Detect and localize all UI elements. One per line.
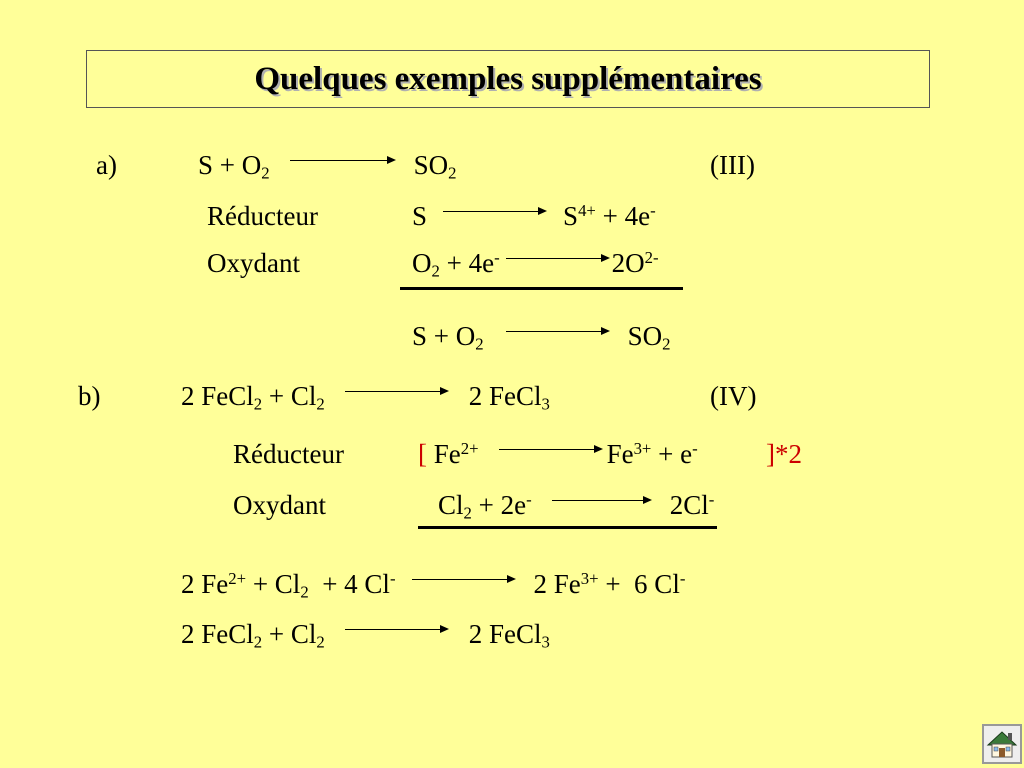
multiplier-bracket: ]*2 — [766, 439, 802, 469]
sum-line-b — [418, 526, 717, 529]
equation-number-a: (III) — [710, 150, 755, 180]
equation-b: 2 FeCl$_2$ + $Cl_2$ 2 FeCl$_3$ — [181, 381, 550, 414]
label-a: a) — [96, 150, 117, 180]
half-equation-oxidation-a: $O_2 + 4e^-$ $2O^{2-}$ — [412, 247, 659, 281]
half-equation-reduction-b: [ $Fe^{2+}$ $Fe^{3+} + e^-$ — [418, 438, 698, 469]
half-equation-reduction-a: S $S^{4+} + 4e^-$ — [412, 200, 656, 231]
arrow-icon — [290, 156, 396, 166]
title-box — [86, 50, 930, 108]
sum-equation-a: $S + O_2$ $SO_2$ — [412, 321, 671, 354]
label-b: b) — [78, 381, 101, 411]
reducteur-label-b: Réducteur — [233, 439, 344, 469]
arrow-icon — [345, 625, 449, 635]
half-equation-oxidation-b: $Cl_2 + 2e^-$ 2Cl- — [438, 489, 715, 523]
oxydant-label-a: Oxydant — [207, 248, 300, 278]
arrow-icon — [412, 575, 516, 585]
arrow-icon — [443, 207, 547, 217]
home-button[interactable] — [982, 724, 1022, 764]
sum-line-a — [400, 287, 683, 290]
equation-number-b: (IV) — [710, 381, 757, 411]
slide-title: Quelques exemples supplémentaires — [254, 60, 762, 97]
arrow-icon — [506, 254, 610, 264]
sum-equation-b-molecular: 2 FeCl$_2$ + $Cl_2$ 2 FeCl$_3$ — [181, 619, 550, 652]
arrow-icon — [499, 445, 603, 455]
reducteur-label-a: Réducteur — [207, 201, 318, 231]
arrow-icon — [552, 496, 652, 506]
oxydant-label-b: Oxydant — [233, 490, 326, 520]
equation-a: $S + O_2$ $SO_2$ — [198, 150, 457, 183]
home-icon — [984, 726, 1020, 762]
arrow-icon — [506, 327, 610, 337]
sum-equation-b-ionic: 2 $Fe^{2+} + Cl_2 + 4$ Cl- 2 $Fe^{3+} + 6$ Cl- — [181, 568, 686, 602]
arrow-icon — [345, 387, 449, 397]
